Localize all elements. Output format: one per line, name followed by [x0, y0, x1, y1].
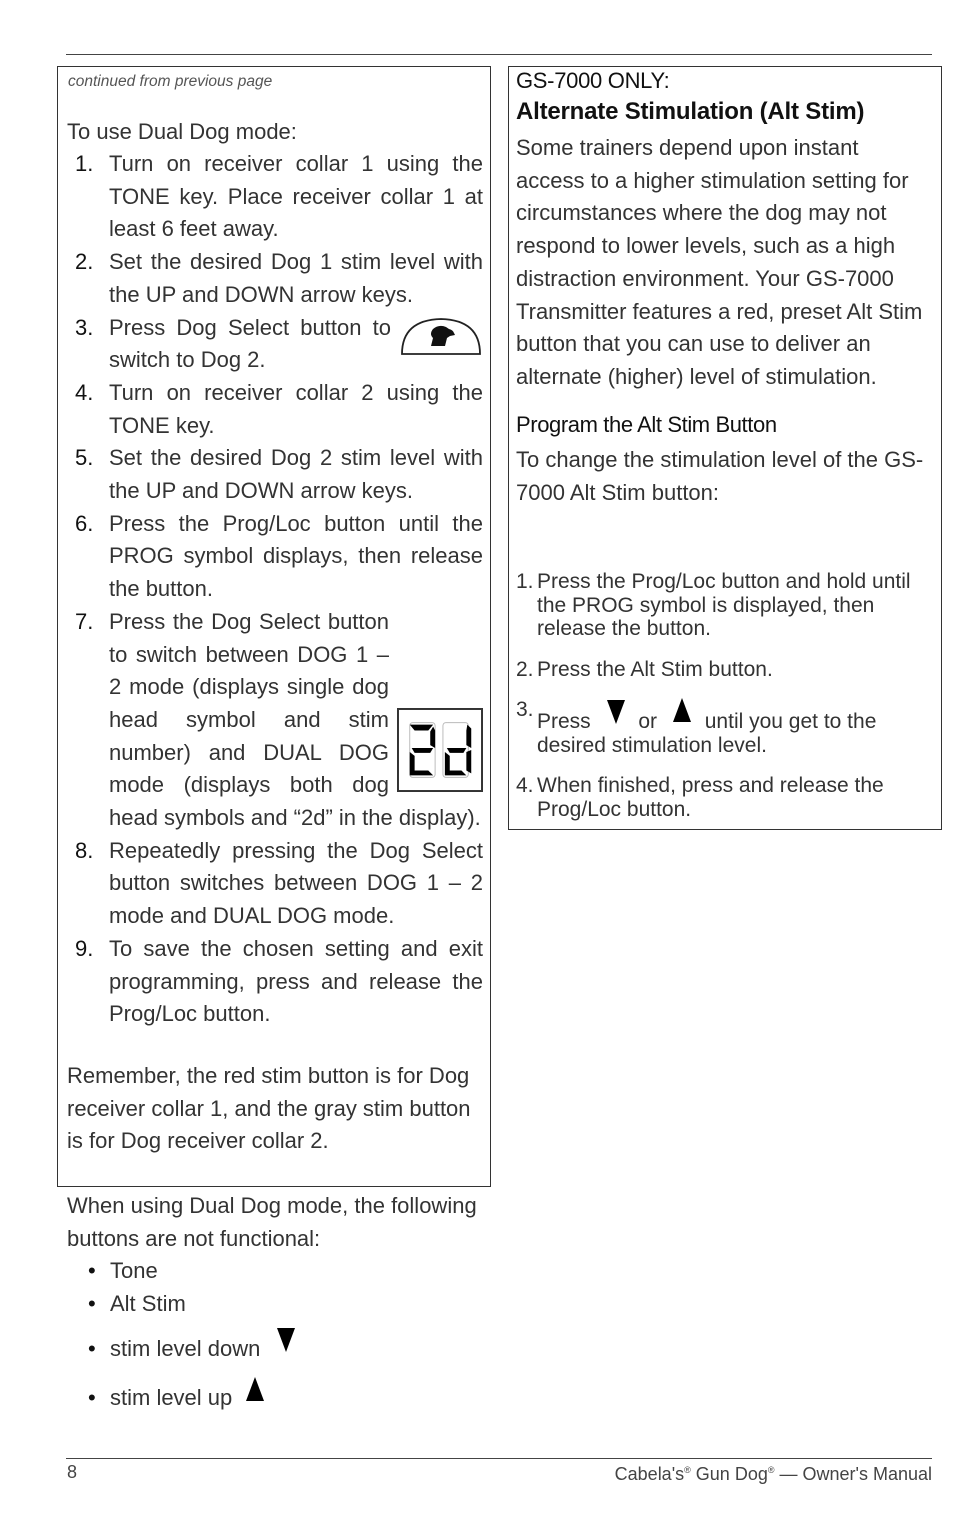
step-text: Press the Prog/Loc button and hold until the PROG symbol is displayed, then release the button.: [537, 570, 911, 640]
bullet-text: stim level up: [110, 1385, 233, 1410]
list-item: [67, 933, 483, 1031]
alt-stim-description: Some trainers depend upon instant access to a higher stimulation setting for circumstances where the dog may not respond to lower levels, such as a high distraction environment. Your GS-7000 Transmitter features a red, preset Alt Stim button that you can use to deliver an alternate (higher) level of stimulation.: [516, 135, 923, 389]
list-item: [516, 698, 926, 757]
alt-stim-title: Alternate Stimulation (Alt Stim): [516, 98, 865, 125]
arrow-down-icon: [277, 1328, 295, 1352]
lcd-display-icon: [397, 708, 483, 792]
non-functional-buttons-list: [88, 1254, 295, 1414]
step-number: 2.: [516, 657, 534, 681]
list-item: [67, 377, 483, 442]
bullet-icon: •: [88, 1385, 96, 1410]
bullet-text: stim level down: [110, 1336, 261, 1361]
bullet-text: Tone: [110, 1258, 158, 1283]
step-number: 6.: [75, 510, 94, 536]
step-number: 5.: [75, 445, 94, 471]
program-alt-stim-description: To change the stimulation level of the GS-7000 Alt Stim button:: [516, 447, 924, 505]
bullet-text: Alt Stim: [110, 1291, 186, 1316]
step-number: 3.: [75, 314, 94, 340]
dual-dog-intro: To use Dual Dog mode:: [67, 119, 297, 144]
list-item: [67, 442, 483, 507]
step-number: 3.: [516, 698, 534, 721]
step-text: or: [638, 710, 658, 733]
step-number: 4.: [75, 379, 94, 405]
list-item: [67, 606, 483, 835]
arrow-down-icon: [607, 700, 625, 724]
step-number: 7.: [75, 608, 94, 634]
list-item: [67, 148, 483, 246]
step-text: Set the desired Dog 2 stim level with the UP and DOWN arrow keys.: [109, 445, 483, 504]
bullet-icon: •: [88, 1258, 96, 1283]
lcd-display-text: 2d: [398, 708, 400, 710]
page-number: 8: [67, 1462, 78, 1482]
step-number: 2.: [75, 249, 94, 275]
step-text: Press Dog Select button to switch to Dog 2.: [109, 314, 391, 373]
list-item: [88, 1328, 295, 1365]
registered-mark: ®: [767, 1465, 775, 1475]
list-item: [88, 1377, 295, 1414]
step-text: To save the chosen setting and exit programming, press and release the Prog/Loc button.: [109, 935, 483, 1027]
bottom-rule: [66, 1458, 932, 1459]
list-item: [516, 570, 926, 641]
product-name: Gun Dog: [695, 1464, 768, 1484]
step-number: 4.: [516, 774, 534, 797]
dual-dog-note: When using Dual Dog mode, the following buttons are not functional:: [67, 1193, 477, 1251]
program-alt-stim-title: Program the Alt Stim Button: [516, 412, 777, 437]
step-text: Press the Dog Select button to switch between DOG 1 – 2 mode (displays single dog head symbol and stim number) and DUAL DOG mode (displays both dog head symbols and “2d” in the display).: [109, 608, 481, 831]
list-item: [67, 312, 483, 377]
step-text: Repeatedly pressing the Dog Select button switches between DOG 1 – 2 mode and DUAL DOG mode.: [109, 837, 483, 929]
bullet-icon: •: [88, 1291, 96, 1316]
bullet-icon: •: [88, 1336, 96, 1361]
dog-select-button-icon: [399, 316, 483, 358]
list-item: [88, 1254, 295, 1287]
step-text: Press the Prog/Loc button until the PROG symbol displays, then release the button.: [109, 510, 483, 602]
gs-7000-only-label: GS-7000 ONLY:: [516, 68, 670, 93]
step-text: Press the Alt Stim button.: [537, 657, 773, 681]
footer-title: [615, 1464, 932, 1485]
step-text: Press: [537, 710, 591, 733]
brand-name: Cabela's: [614, 1464, 685, 1484]
continued-note: continued from previous page: [68, 73, 273, 90]
alt-stim-steps: [516, 570, 926, 838]
top-rule: [66, 54, 932, 55]
remember-note: Remember, the red stim button is for Dog receiver collar 1, and the gray stim button is for Dog receiver collar 2.: [67, 1063, 471, 1154]
step-number: 8.: [75, 837, 94, 863]
list-item: [516, 658, 926, 682]
list-item: [67, 246, 483, 311]
step-text: Turn on receiver collar 2 using the TONE key.: [109, 379, 483, 438]
step-text: until you get to the desired stimulation level.: [537, 710, 877, 757]
list-item: [67, 835, 483, 933]
arrow-up-icon: [673, 698, 691, 722]
list-item: [67, 508, 483, 606]
dual-dog-steps: [67, 148, 483, 1031]
list-item: [516, 774, 926, 821]
list-item: [88, 1287, 295, 1320]
step-text: Turn on receiver collar 1 using the TONE key. Place receiver collar 1 at least 6 feet away.: [109, 151, 483, 242]
step-text: When finished, press and release the Prog/Loc button.: [537, 774, 884, 821]
step-number: 1.: [75, 151, 94, 176]
arrow-up-icon: [246, 1377, 264, 1401]
footer-suffix: — Owner's Manual: [779, 1464, 932, 1484]
step-number: 9.: [75, 935, 94, 961]
registered-mark: ®: [684, 1465, 691, 1475]
step-number: 1.: [516, 570, 534, 593]
step-text: Set the desired Dog 1 stim level with the UP and DOWN arrow keys.: [109, 249, 483, 307]
